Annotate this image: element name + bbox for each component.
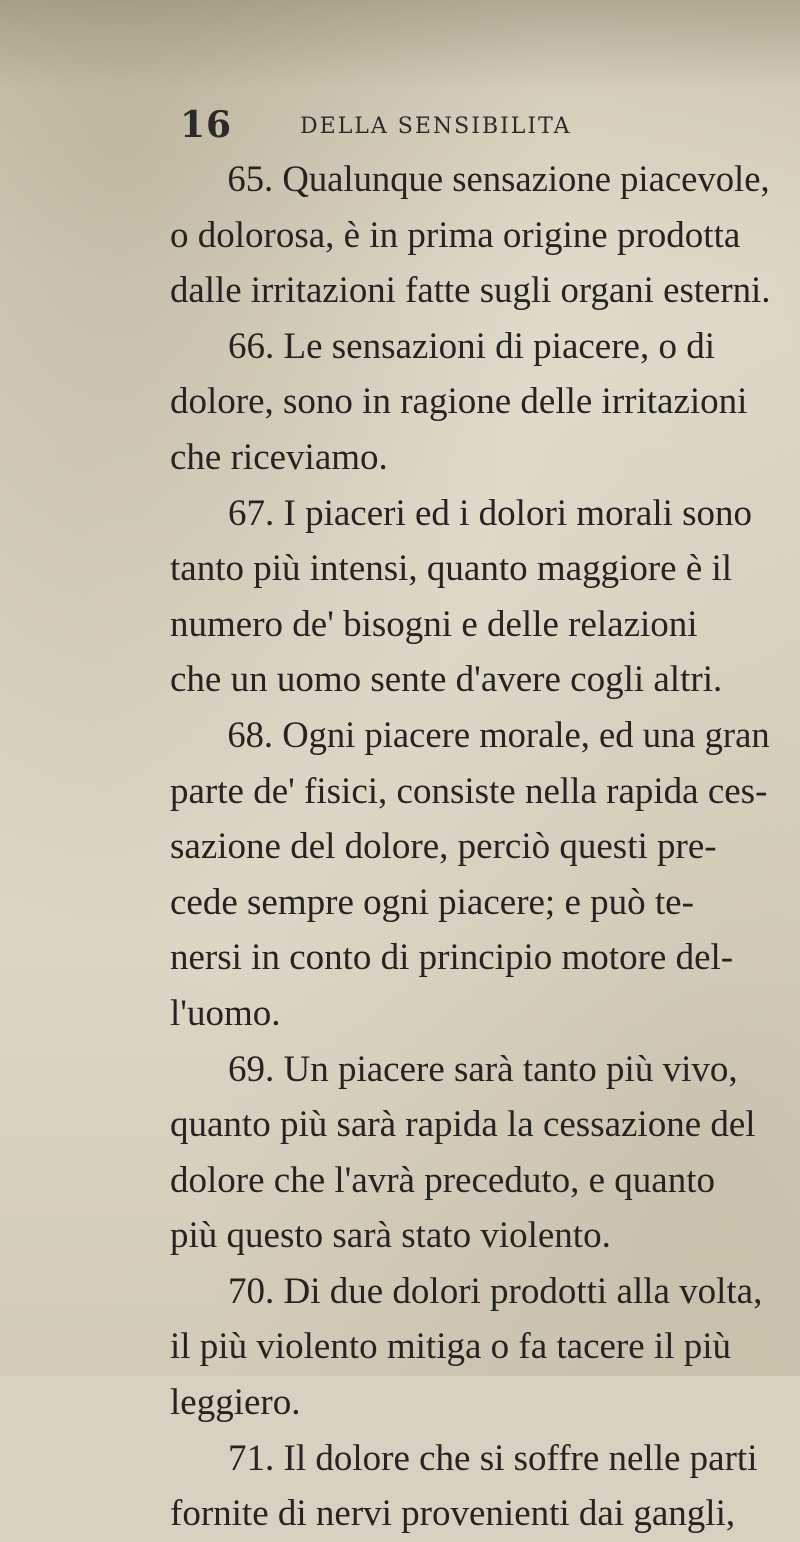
- text-line: più questo sarà stato violento.: [170, 1215, 611, 1257]
- text-line: 67. I piaceri ed i dolori morali sono: [228, 492, 753, 534]
- text-line: 70. Di due dolori prodotti alla volta,: [228, 1270, 763, 1312]
- text-line: sazione del dolore, perciò questi pre-: [170, 826, 717, 868]
- text-line: dalle irritazioni fatte sugli organi esterni.: [170, 270, 771, 312]
- text-line: 66. Le sensazioni di piacere, o di: [228, 325, 715, 367]
- text-line: 69. Un piacere sarà tanto più vivo,: [228, 1048, 738, 1090]
- text-line: che un uomo sente d'avere cogli altri.: [170, 659, 723, 701]
- text-line: 71. Il dolore che si soffre nelle parti: [228, 1437, 758, 1479]
- text-line: numero de' bisogni e delle relazioni: [170, 603, 698, 645]
- running-title: DELLA SENSIBILITA: [300, 114, 572, 139]
- text-line: dolore che l'avrà preceduto, e quanto: [170, 1159, 715, 1201]
- text-line: quanto più sarà rapida la cessazione del: [170, 1104, 756, 1146]
- page-edge-shadow: [0, 0, 800, 90]
- text-line: che riceviamo.: [170, 436, 388, 478]
- body-text: [170, 152, 770, 1542]
- text-line: o dolorosa, è in prima origine prodotta: [170, 214, 741, 256]
- text-line: parte de' fisici, consiste nella rapida ces-: [170, 770, 768, 812]
- text-line: tanto più intensi, quanto maggiore è il: [170, 548, 733, 590]
- text-line: fornite di nervi provenienti dai gangli,: [170, 1493, 736, 1535]
- text-line: l'uomo.: [170, 992, 281, 1034]
- text-line: dolore, sono in ragione delle irritazioni: [170, 381, 748, 423]
- text-line: leggiero.: [170, 1382, 301, 1424]
- running-head: [180, 100, 700, 150]
- text-line: 68. Ogni piacere morale, ed una gran: [227, 714, 770, 756]
- text-line: nersi in conto di principio motore del-: [170, 937, 734, 979]
- page-number: 16: [180, 104, 233, 146]
- text-line: cede sempre ogni piacere; e può te-: [170, 881, 694, 923]
- text-line: 65. Qualunque sensazione piacevole,: [227, 159, 770, 200]
- text-line: il più violento mitiga o fa tacere il più: [170, 1326, 732, 1368]
